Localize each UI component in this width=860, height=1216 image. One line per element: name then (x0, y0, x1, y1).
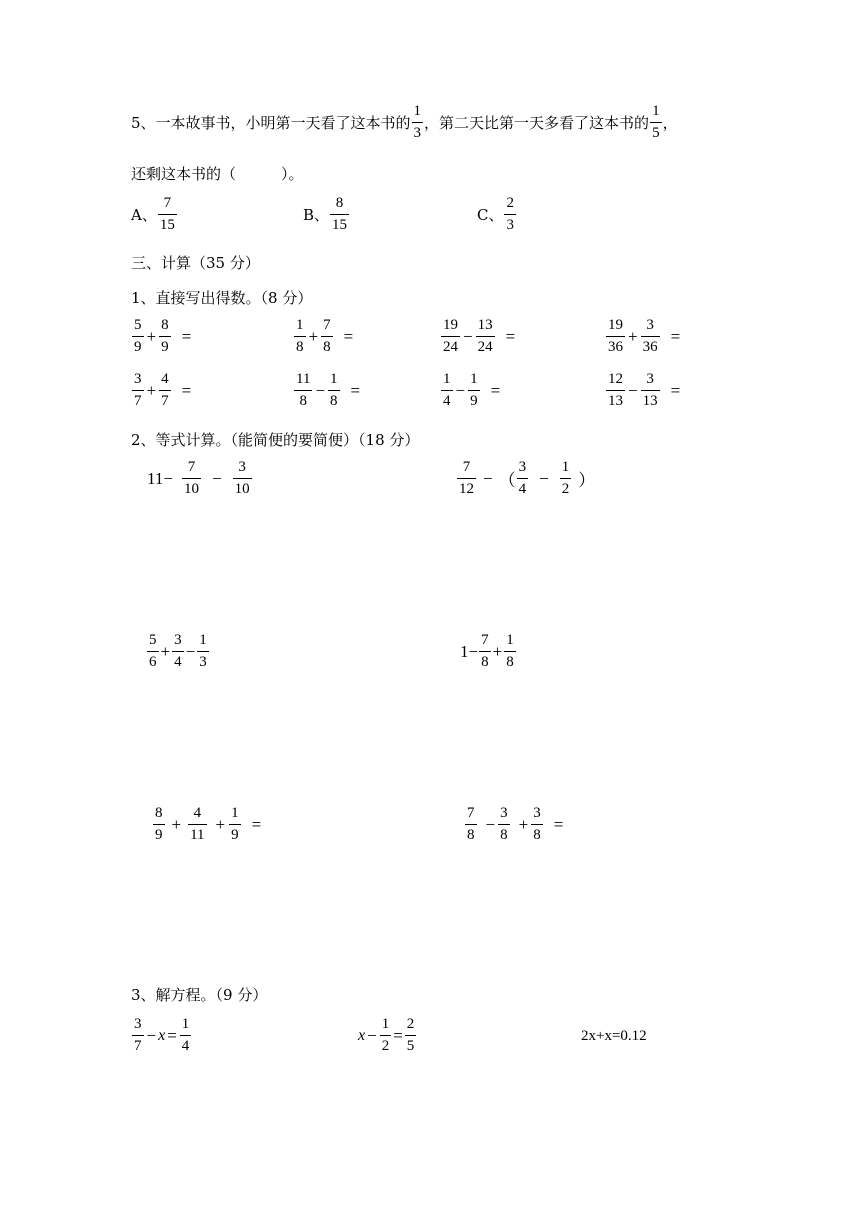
equals-sign: = (670, 326, 681, 346)
equals-sign: = (505, 326, 516, 346)
fraction: $\frac{5}{6}$ (149, 632, 157, 670)
operator: + (628, 326, 638, 346)
fraction: $\frac{3}{8}$ (500, 805, 508, 843)
calc-expression-3: $\frac{5}{6}$ + $\frac{3}{4}$ − $\frac{1}{3}$ (149, 632, 207, 670)
q5-option-c: C、 $\frac{2}{3}$ (477, 195, 514, 233)
fraction: $\frac{12}{13}$ (608, 371, 623, 409)
fraction: $\frac{7}{10}$ (183, 459, 199, 497)
q5-text-a: 5、一本故事书，小明第一天看了这本书的 (131, 114, 411, 132)
fraction: $\frac{1}{9}$ (231, 805, 239, 843)
operator: + (308, 326, 319, 346)
fraction: $\frac{1}{8}$ (506, 632, 514, 670)
equation-3: 2x+x=0.12 (581, 1028, 647, 1044)
fraction: $\frac{1}{2}$ (561, 459, 570, 497)
fraction: $\frac{3}{10}$ (234, 459, 250, 497)
fraction: $\frac{4}{7}$ (161, 371, 169, 409)
q5-fraction-1: $\frac{1}{3}$ (413, 103, 422, 141)
calc-expression-2: $\frac{7}{12}$ − （ $\frac{3}{4}$ − $\frac{1}{2}$ ） (459, 459, 596, 497)
fraction: $\frac{7}{8}$ (467, 805, 475, 843)
section-3-title: 三、计算（35 分） (131, 254, 260, 272)
fraction: $\frac{1}{8}$ (330, 371, 338, 409)
q5-option-a: A、 $\frac{7}{15}$ (131, 195, 175, 233)
fraction: $\frac{1}{9}$ (470, 371, 478, 409)
direct-calc-item (131, 372, 194, 409)
direct-calc-item (293, 372, 363, 409)
q5-line2: 还剩这本书的（ ）。 (131, 165, 304, 183)
fraction: $\frac{7}{8}$ (481, 632, 489, 670)
direct-calc-item (131, 318, 194, 355)
q5-option-b: B、 $\frac{8}{15}$ (303, 195, 348, 233)
direct-calc-item (605, 318, 683, 355)
operator: − (463, 326, 473, 346)
fraction: $\frac{5}{9}$ (134, 317, 142, 355)
fraction: $\frac{8}{9}$ (155, 805, 163, 843)
operator: − (315, 380, 326, 400)
sub-1-title: 1、直接写出得数。（8 分） (131, 289, 313, 307)
fraction: $\frac{3}{7}$ (134, 1016, 142, 1054)
fraction: $\frac{7}{12}$ (459, 459, 474, 497)
fraction: $\frac{8}{9}$ (161, 317, 169, 355)
equation-1: $\frac{3}{7}$ − x = $\frac{1}{4}$ (134, 1016, 190, 1054)
fraction: $\frac{1}{2}$ (381, 1016, 390, 1054)
direct-calc-item (440, 318, 518, 355)
option-b-fraction: $\frac{8}{15}$ (332, 195, 348, 233)
fraction: $\frac{2}{5}$ (406, 1016, 415, 1054)
equals-sign: = (670, 380, 681, 400)
fraction: $\frac{13}{24}$ (477, 317, 493, 355)
sub-3-title: 3、解方程。（9 分） (131, 986, 268, 1004)
option-c-fraction: $\frac{2}{3}$ (506, 195, 514, 233)
calc-expression-1: 11− $\frac{7}{10}$ − $\frac{3}{10}$ (147, 459, 250, 497)
equals-sign: = (181, 380, 192, 400)
fraction: $\frac{3}{4}$ (174, 632, 182, 670)
fraction: $\frac{7}{8}$ (323, 317, 331, 355)
fraction: $\frac{1}{3}$ (199, 632, 207, 670)
calc-expression-5: $\frac{8}{9}$ + $\frac{4}{11}$ + $\frac{1}{9}$ = (155, 805, 262, 843)
q5-text-c: ， (662, 114, 678, 132)
direct-calc-item (440, 372, 503, 409)
operator: − (628, 380, 638, 400)
equals-sign: = (343, 326, 354, 346)
q5-text-b: ，第二天比第一天多看了这本书的 (424, 114, 650, 132)
equation-2: x − $\frac{1}{2}$ = $\frac{2}{5}$ (358, 1016, 415, 1054)
calc-expression-6: $\frac{7}{8}$ − $\frac{3}{8}$ + $\frac{3}{8}$ = (467, 805, 564, 843)
calc-expression-4: 1− $\frac{7}{8}$ + $\frac{1}{8}$ (460, 632, 514, 670)
sub-2-title: 2、等式计算。（能简便的要简便）（18 分） (131, 431, 420, 449)
fraction: $\frac{1}{4}$ (443, 371, 451, 409)
option-a-fraction: $\frac{7}{15}$ (159, 195, 175, 233)
equals-sign: = (490, 380, 501, 400)
fraction: $\frac{3}{7}$ (134, 371, 142, 409)
fraction: $\frac{3}{13}$ (642, 371, 658, 409)
direct-calc-item (293, 318, 356, 355)
fraction: $\frac{3}{36}$ (642, 317, 658, 355)
fraction: $\frac{11}{8}$ (296, 371, 311, 409)
fraction: $\frac{19}{24}$ (443, 317, 458, 355)
fraction: $\frac{4}{11}$ (190, 805, 205, 843)
operator: + (146, 326, 157, 346)
fraction: $\frac{3}{8}$ (533, 805, 541, 843)
fraction: $\frac{19}{36}$ (608, 317, 623, 355)
equals-sign: = (350, 380, 361, 400)
fraction: $\frac{1}{4}$ (181, 1016, 190, 1054)
direct-calc-item (605, 372, 683, 409)
fraction: $\frac{3}{4}$ (518, 459, 527, 497)
q5-fraction-2: $\frac{1}{5}$ (652, 103, 660, 141)
equals-sign: = (181, 326, 192, 346)
question-5-line1 (131, 104, 678, 141)
operator: + (146, 380, 157, 400)
operator: − (455, 380, 466, 400)
fraction: $\frac{1}{8}$ (296, 317, 304, 355)
